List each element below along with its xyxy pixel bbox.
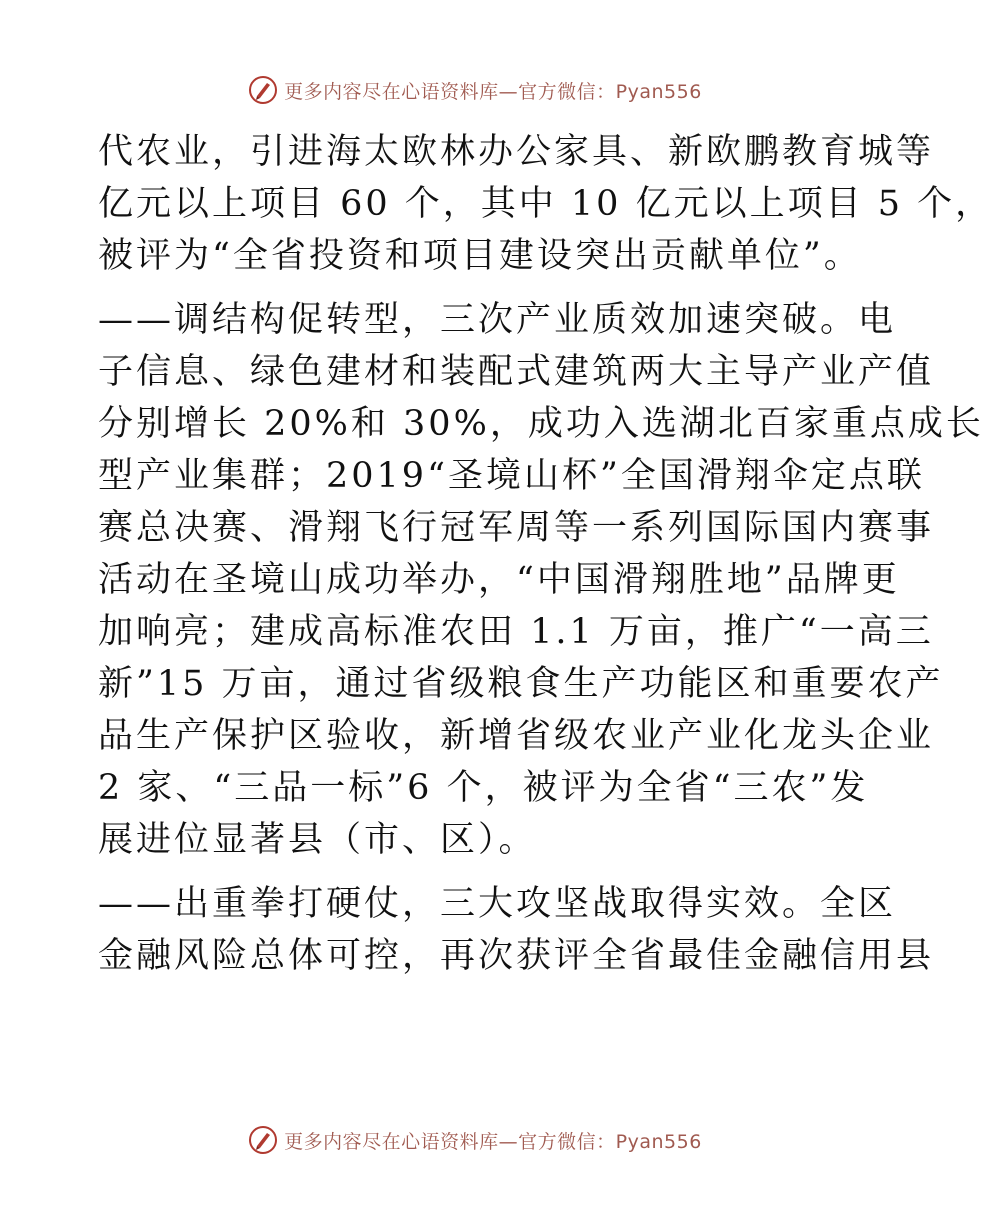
text-line: 赛总决赛、滑翔飞行冠军周等一系列国际国内赛事 (98, 508, 935, 548)
banner-text: 更多内容尽在心语资料库—官方微信：Pyan556 (284, 80, 702, 103)
text-line: 展进位显著县（市、区）。 (98, 820, 537, 860)
text-line: 亿元以上项目 60 个，其中 10 亿元以上项目 5 个， (98, 184, 993, 224)
text-line: 2 家、“三品一标”6 个，被评为全省“三农”发 (98, 768, 869, 808)
text-line: 品生产保护区验收，新增省级农业产业化龙头企业 (98, 716, 935, 756)
footer-banner (0, 1120, 950, 1160)
text-line: 代农业，引进海太欧林办公家具、新欧鹏教育城等 (98, 132, 935, 172)
text-line: 加响亮；建成高标准农田 1.1 万亩，推广“一高三 (98, 612, 934, 652)
paragraph (98, 878, 935, 982)
text-line: 新”15 万亩，通过省级粮食生产功能区和重要农产 (98, 664, 944, 704)
text-line: 分别增长 20%和 30%，成功入选湖北百家重点成长 (98, 404, 984, 444)
paragraph (98, 126, 993, 282)
text-line: 活动在圣境山成功举办，“中国滑翔胜地”品牌更 (98, 560, 900, 600)
text-line: 子信息、绿色建材和装配式建筑两大主导产业产值 (98, 352, 935, 392)
text-line: ——调结构促转型，三次产业质效加速突破。电 (98, 300, 897, 340)
header-banner (0, 70, 950, 110)
text-line: 型产业集群；2019“圣境山杯”全国滑翔伞定点联 (98, 456, 925, 496)
pen-logo-icon (248, 75, 278, 105)
pen-logo-icon (248, 1125, 278, 1155)
text-line: ——出重拳打硬仗，三大攻坚战取得实效。全区 (98, 884, 897, 924)
paragraph (98, 294, 984, 866)
document-body (98, 126, 993, 982)
text-line: 金融风险总体可控，再次获评全省最佳金融信用县 (98, 936, 935, 976)
banner-text: 更多内容尽在心语资料库—官方微信：Pyan556 (284, 1130, 702, 1153)
text-line: 被评为“全省投资和项目建设突出贡献单位”。 (98, 236, 862, 276)
